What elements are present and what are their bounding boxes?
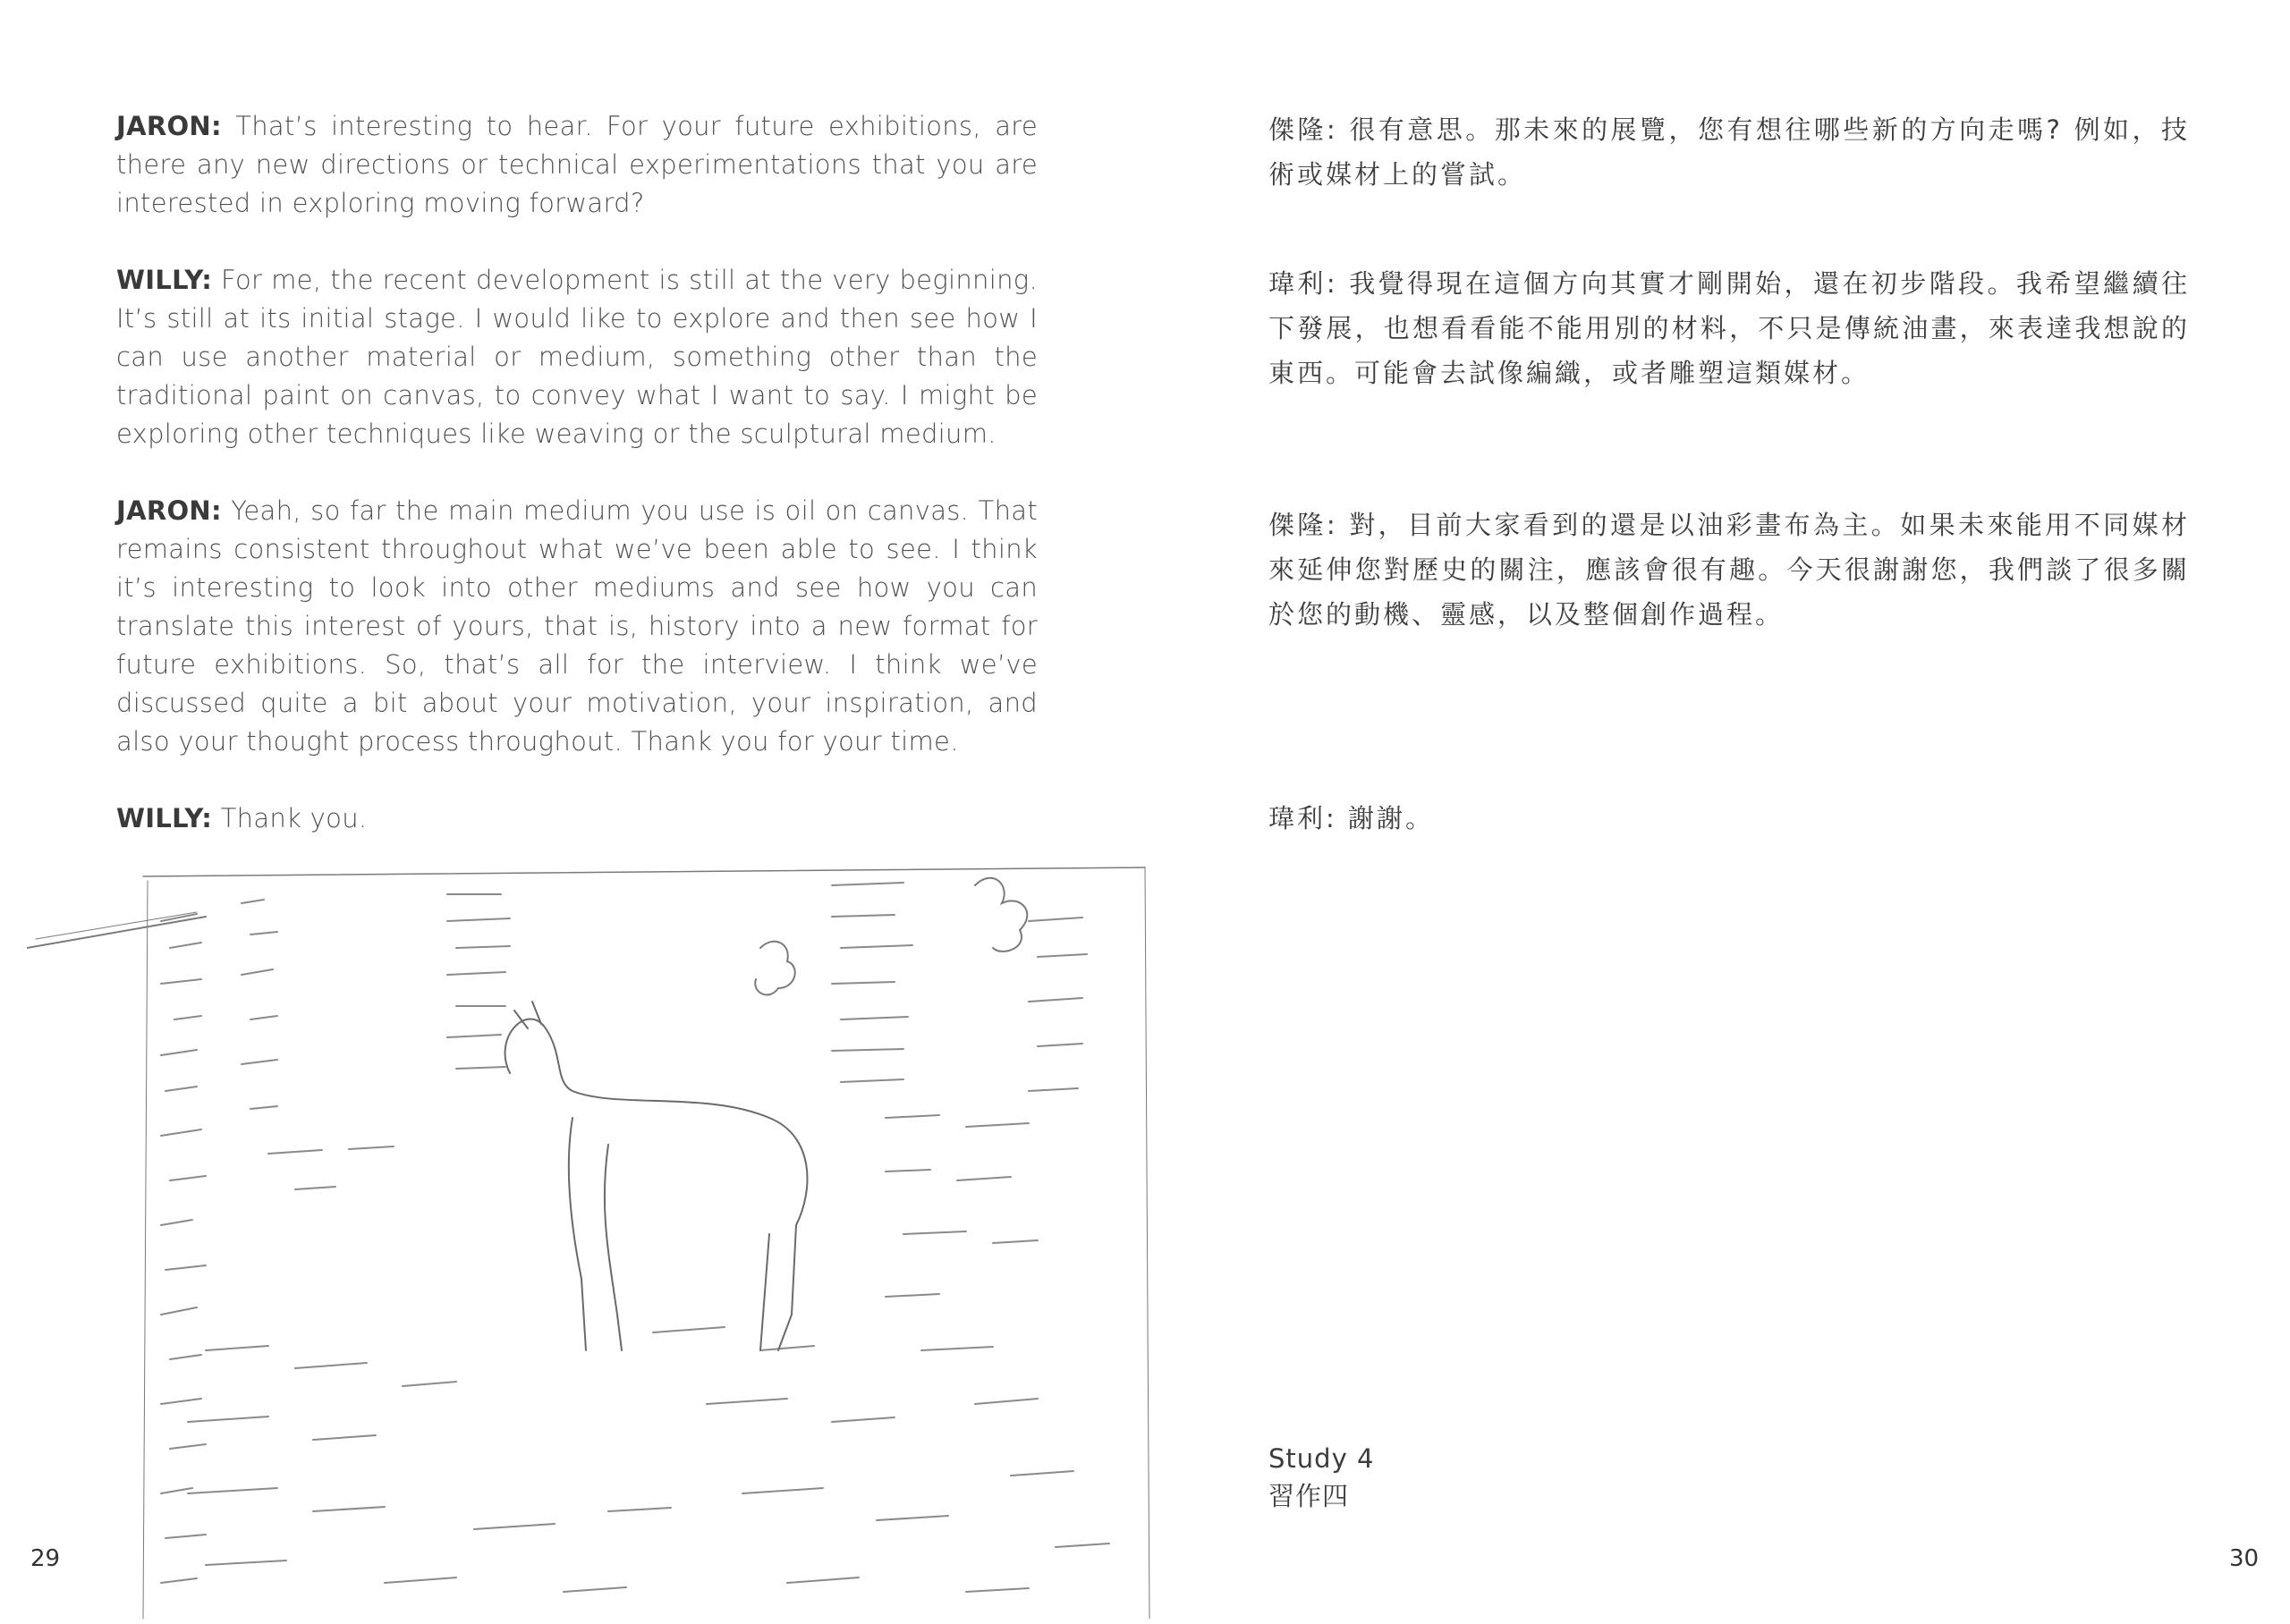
speaker-label: WILLY: — [116, 265, 213, 295]
zh-dialogue-paragraph: 傑隆: 對，目前大家看到的還是以油彩畫布為主。如果未來能用不同媒材來延伸您對歷史的關注，應該會很有趣。今天很謝謝您，我們談了很多關於您的動機、靈感，以及整個創作過程。 — [1268, 510, 2190, 630]
dialogue-paragraph — [116, 492, 1038, 761]
artwork-caption — [1268, 1440, 1374, 1515]
zh-dialogue-paragraph: 傑隆: 很有意思。那未來的展覽，您有想往哪些新的方向走嗎? 例如，技術或媒材上的嘗試。 — [1268, 114, 2190, 190]
dialogue-paragraph — [116, 261, 1038, 453]
pencil-sketch-image — [27, 850, 1163, 1624]
dialogue-paragraph — [116, 107, 1038, 223]
dialogue-text: Thank you. — [212, 803, 368, 833]
zh-dialogue-paragraph: 瑋利: 謝謝。 — [1268, 803, 1434, 833]
speaker-label: JARON: — [116, 495, 222, 526]
dialogue-paragraph — [116, 799, 1038, 838]
speaker-label: WILLY: — [116, 803, 213, 833]
page-number-left: 29 — [30, 1545, 61, 1572]
caption-english: Study 4 — [1268, 1443, 1375, 1474]
speaker-label: JARON: — [116, 111, 222, 141]
page-number-right: 30 — [2229, 1545, 2260, 1572]
zh-dialogue-paragraph: 瑋利: 我覺得現在這個方向其實才剛開始，還在初步階段。我希望繼續往下發展，也想看看能不能用別的材料，不只是傳統油畫，來表達我想說的東西。可能會去試像編織，或者雕塑這類媒材。 — [1268, 268, 2190, 388]
dialogue-text: That’s interesting to hear. For your future exhibitions, are there any new directions or technical experimentations that you are interested in exploring moving forward? — [116, 111, 1038, 218]
left-page-text — [116, 107, 1038, 876]
dialogue-text: For me, the recent development is still at the very beginning. It’s still at its initial stage. I would like to explore and then see how I can use another material or medium, something other than the traditional paint on canvas, to convey what I want to say. I might be exploring other techniques like weaving or the sculptural medium. — [116, 265, 1038, 449]
dialogue-text: Yeah, so far the main medium you use is oil on canvas. That remains consistent throughout what we’ve been able to see. I think it’s interesting to look into other mediums and see how you can translate this interest of yours, that is, history into a new format for future exhibitions. So, that’s all for the interview. I think we’ve discussed quite a bit about your motivation, your inspiration, and also your thought process throughout. Thank you for your time. — [116, 495, 1038, 757]
caption-chinese: 習作四 — [1268, 1481, 1350, 1511]
